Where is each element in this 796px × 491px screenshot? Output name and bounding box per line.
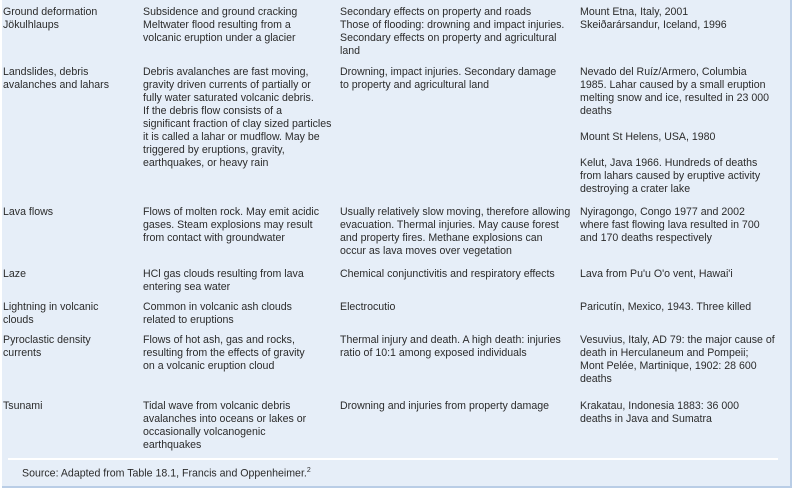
description-cell: Flows of hot ash, gas and rocks, resulting from the effects of gravity on a volcanic eruption cloud	[143, 334, 305, 372]
effects-cell: Drowning and injuries from property damage	[340, 400, 550, 412]
example-text: Paricutín, Mexico, 1943. Three killed	[580, 301, 752, 313]
hazard-cell: Tsunami	[3, 400, 43, 412]
examples-cell	[580, 268, 783, 301]
table-row	[3, 301, 783, 334]
effects-cell: Chemical conjunctivitis and respiratory effects	[340, 268, 555, 280]
examples-cell	[580, 4, 783, 66]
hazard-cell: Ground deformation Jökulhlaups	[3, 6, 98, 31]
examples-cell	[580, 206, 783, 268]
source-text: Source: Adapted from Table 18.1, Francis and Oppenheimer.	[22, 467, 307, 480]
description-cell: HCl gas clouds resulting from lava entering sea water	[143, 268, 304, 293]
source-note	[22, 467, 311, 480]
hazard-cell: Pyroclastic density currents	[3, 334, 91, 359]
hazard-cell: Lightning in volcanic clouds	[3, 301, 99, 326]
hazard-cell: Lava flows	[3, 206, 54, 218]
examples-cell	[580, 400, 783, 456]
example-text: Mount Etna, Italy, 2001 Skeiðarársandur, Iceland, 1996	[580, 6, 727, 31]
table-row	[3, 268, 783, 301]
source-reference: 2	[306, 467, 311, 474]
example-text: Vesuvius, Italy, AD 79: the major cause of death in Herculaneum and Pompeii; Mont Pelée, Martinique, 1902: 28 600 deaths	[580, 334, 775, 385]
table-row	[3, 334, 783, 400]
description-cell: Flows of molten rock. May emit acidic gases. Steam explosions may result from contact with groundwater	[143, 206, 320, 244]
description-cell: Common in volcanic ash clouds related to eruptions	[143, 301, 292, 326]
effects-cell: Electrocutio	[340, 301, 396, 313]
example-text: Nyiragongo, Congo 1977 and 2002 where fast flowing lava resulted in 700 and 170 deaths respectively	[580, 206, 760, 244]
example-text: Kelut, Java 1966. Hundreds of deaths from lahars caused by eruptive activity destroying a crater lake	[580, 157, 761, 195]
table-row	[3, 206, 783, 268]
effects-cell: Usually relatively slow moving, therefore allowing evacuation. Thermal injuries. May cause forest and property fires. Methane explosions can occur as lava moves over vegetation	[340, 206, 571, 257]
effects-cell: Thermal injury and death. A high death: injuries ratio of 10:1 among exposed individuals	[340, 334, 561, 359]
example-text: Lava from Pu'u O'o vent, Hawai'i	[580, 268, 733, 280]
examples-cell	[580, 301, 783, 334]
effects-cell: Secondary effects on property and roads Those of flooding: drowning and impact injuries. Secondary effects on property and agricultural land	[340, 6, 565, 57]
description-cell: Subsidence and ground cracking Meltwater flood resulting from a volcanic eruption under a glacier	[143, 6, 298, 44]
source-divider	[8, 458, 778, 460]
examples-cell	[580, 66, 783, 206]
example-text: Nevado del Ruíz/Armero, Columbia 1985. Lahar caused by a small eruption melting snow and ice, resulted in 23 000 deaths	[580, 66, 770, 117]
hazard-cell: Landslides, debris avalanches and lahars	[3, 66, 110, 91]
effects-cell: Drowning, impact injuries. Secondary damage to property and agricultural land	[340, 66, 557, 91]
volcanic-hazards-table	[3, 4, 783, 456]
table-row	[3, 4, 783, 66]
example-text: Krakatau, Indonesia 1883: 36 000 deaths in Java and Sumatra	[580, 400, 740, 425]
description-cell: Tidal wave from volcanic debris avalanches into oceans or lakes or occasionally volcanogenic earthquakes	[143, 400, 307, 451]
description-cell: Debris avalanches are fast moving, gravity driven currents of partially or fully water saturated volcanic debris. If the debris flow consists of a significant fraction of clay sized particles it is called a lahar or mudflow. May be triggered by eruptions, gravity, earthquakes, or heavy rain	[143, 66, 332, 169]
table-row	[3, 66, 783, 206]
hazard-cell: Laze	[3, 268, 26, 280]
example-text: Mount St Helens, USA, 1980	[580, 131, 716, 143]
table-row	[3, 400, 783, 456]
examples-cell	[580, 334, 783, 400]
